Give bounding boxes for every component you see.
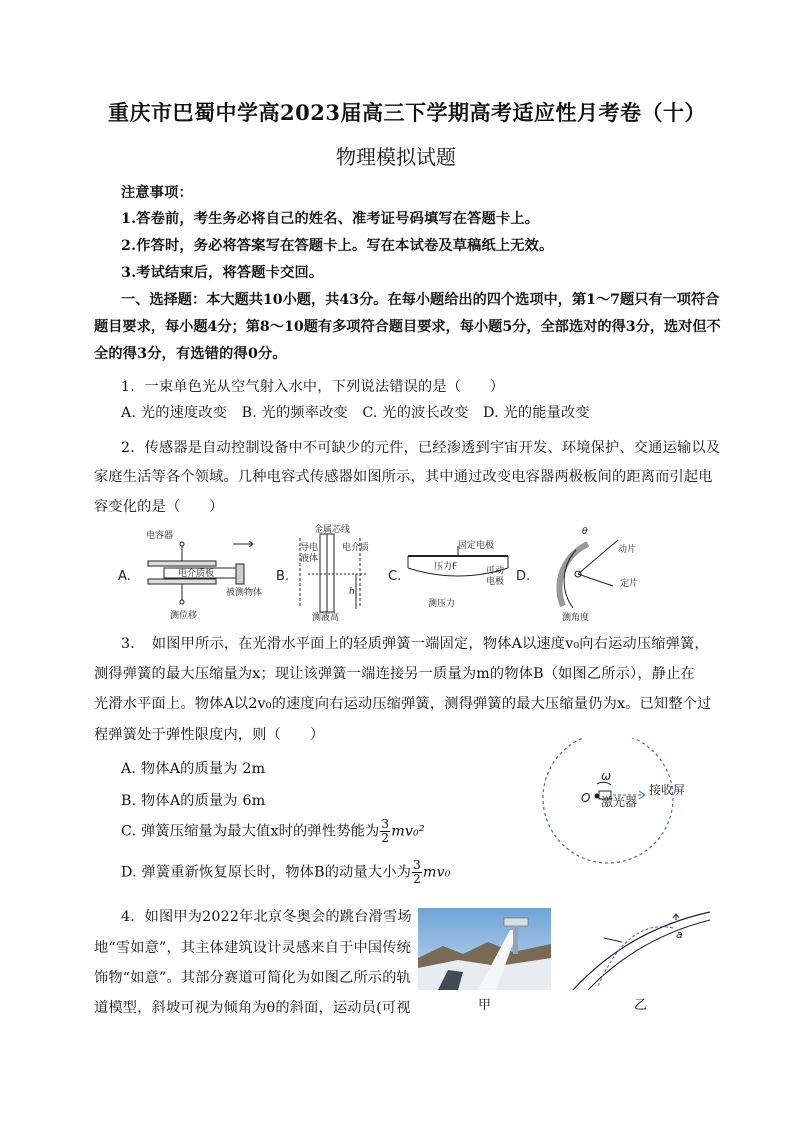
ski-track-figure	[568, 908, 713, 993]
capacitive-sensor-figure	[118, 524, 678, 624]
page-title: 重庆市巴蜀中学高2023届高三下学期高考适应性月考卷（十）	[108, 100, 706, 125]
fig-b-level-label: 测液高	[312, 613, 340, 623]
section-instructions-line-2: 题目要求，每小题4分；第8～10题有多项符合题目要求，每小题5分，全部选对的得3分，选对但不	[94, 319, 721, 335]
fig-d-angle-label: 测角度	[562, 613, 590, 623]
q3-fig-laser-label: 激光器	[601, 795, 638, 809]
q3-fig-omega-label: ω	[601, 769, 612, 783]
fig-b-h-label: h	[349, 587, 355, 597]
fig-option-d: D.	[516, 569, 531, 584]
q1-options: A. 光的速度改变 B. 光的频率改变 C. 光的波长改变 D. 光的能量改变	[121, 405, 590, 421]
q3-fig-origin-label: O	[581, 791, 591, 805]
q3-option-a: A. 物体A的质量为 2m	[121, 761, 266, 777]
fig-d-moving-label: 动片	[618, 545, 637, 555]
q4-line-2: 地“雪如意”，其主体建筑设计灵感来自于中国传统	[94, 940, 412, 956]
q2-line-3: 容变化的是（ ）	[94, 499, 224, 515]
section-instructions-line-3: 全的得3分，有选错的得0分。	[94, 346, 287, 362]
q3-option-c-fraction: $\frac{3}{2}$	[381, 817, 390, 845]
q4-line-4: 道模型，斜坡可视为倾角为θ的斜面，运动员(可视	[94, 1000, 411, 1016]
fig-b-liquid-label-2: 液体	[300, 554, 319, 564]
fig-c-movable-label-2: 电极	[486, 577, 505, 587]
fig-d-theta-label: θ	[582, 527, 588, 537]
q4-line-3: 饰物“如意”。其部分赛道可简化为如图乙所示的轨	[94, 970, 412, 986]
q2-line-1: 2．传感器是自动控制设备中不可缺少的元件，已经渗透到宇宙开发、环境保护、交通运输以及	[121, 440, 721, 456]
fig-c-fixed-label: 固定电极	[458, 541, 495, 551]
q3-option-b: B. 物体A的质量为 6m	[121, 793, 266, 809]
ski-jump-photo	[418, 908, 551, 990]
section-instructions-line-1: 一、选择题：本大题共10小题，共43分。在每小题给出的四个选项中，第1～7题只有一项符合	[121, 292, 720, 308]
fig-d-fixed-label: 定片	[620, 579, 639, 589]
q4-line-1: 4．如图甲为2022年北京冬奥会的跳台滑雪场	[121, 909, 412, 925]
q3-option-c: C. 弹簧压缩量为最大值x时的弹性势能为 $\frac{3}{2}$ mv₀²	[121, 817, 425, 845]
page-subtitle: 物理模拟试题	[336, 145, 456, 169]
fig-option-b: B.	[276, 569, 290, 584]
fig-a-dielectric-label: 电介质板	[178, 569, 215, 579]
q3-line-1: 3． 如图甲所示，在光滑水平面上的轻质弹簧一端固定，物体A以速度v₀向右运动压缩弹簧，	[121, 636, 709, 652]
fig-option-c: C.	[388, 569, 402, 584]
q3-option-d: D. 弹簧重新恢复原长时，物体B的动量大小为 $\frac{3}{2}$ mv₀	[121, 858, 451, 886]
fig-c-movable-label-1: 可动	[486, 566, 505, 576]
fig-c-pressure-label: 测压力	[428, 599, 456, 609]
fig-a-object-label: 被测物体	[226, 588, 263, 598]
q4-photo-caption: 甲	[478, 998, 492, 1013]
fig-a-capacitor-label: 电容器	[146, 531, 174, 541]
q4-track-caption: 乙	[634, 998, 648, 1013]
q3-fig-screen-label: 接收屏	[649, 783, 686, 797]
fig-b-dielectric-label: 电介质	[342, 543, 370, 553]
q3-option-d-fraction: $\frac{3}{2}$	[413, 858, 421, 886]
q2-line-2: 家庭生活等各个领域。几种电容式传感器如图所示，其中通过改变电容器两极板间的距离而引起电	[94, 469, 713, 485]
notice-heading: 注意事项：	[121, 185, 193, 201]
laser-rotation-figure	[535, 738, 720, 868]
q3-line-3: 光滑水平面上。物体A以2v₀的速度向右运动压缩弹簧，测得弹簧的最大压缩量仍为x。已知整个过	[94, 696, 712, 712]
fig-option-a: A.	[118, 569, 131, 584]
notice-item-2: 2.作答时，务必将答案写在答题卡上。写在本试卷及草稿纸上无效。	[121, 238, 554, 254]
q3-line-2: 测得弹簧的最大压缩量为x；现让该弹簧一端连接另一质量为m的物体B（如图乙所示），静止在	[94, 666, 695, 682]
fig-b-liquid-label-1: 导电	[300, 543, 319, 553]
q1-stem: 1．一束单色光从空气射入水中，下列说法错误的是（ ）	[121, 379, 505, 395]
q3-line-4: 程弹簧处于弹性限度内，则（ ）	[94, 727, 325, 743]
notice-item-1: 1.答卷前，考生务必将自己的姓名、准考证号码填写在答题卡上。	[121, 211, 540, 227]
fig-a-displacement-label: 测位移	[170, 611, 198, 621]
q4-fig-a-label: a	[676, 928, 683, 941]
notice-item-3: 3.考试结束后，将答题卡交回。	[121, 265, 324, 281]
fig-b-core-label: 金属芯线	[314, 525, 351, 535]
fig-c-force-label: 压力F	[434, 562, 458, 572]
